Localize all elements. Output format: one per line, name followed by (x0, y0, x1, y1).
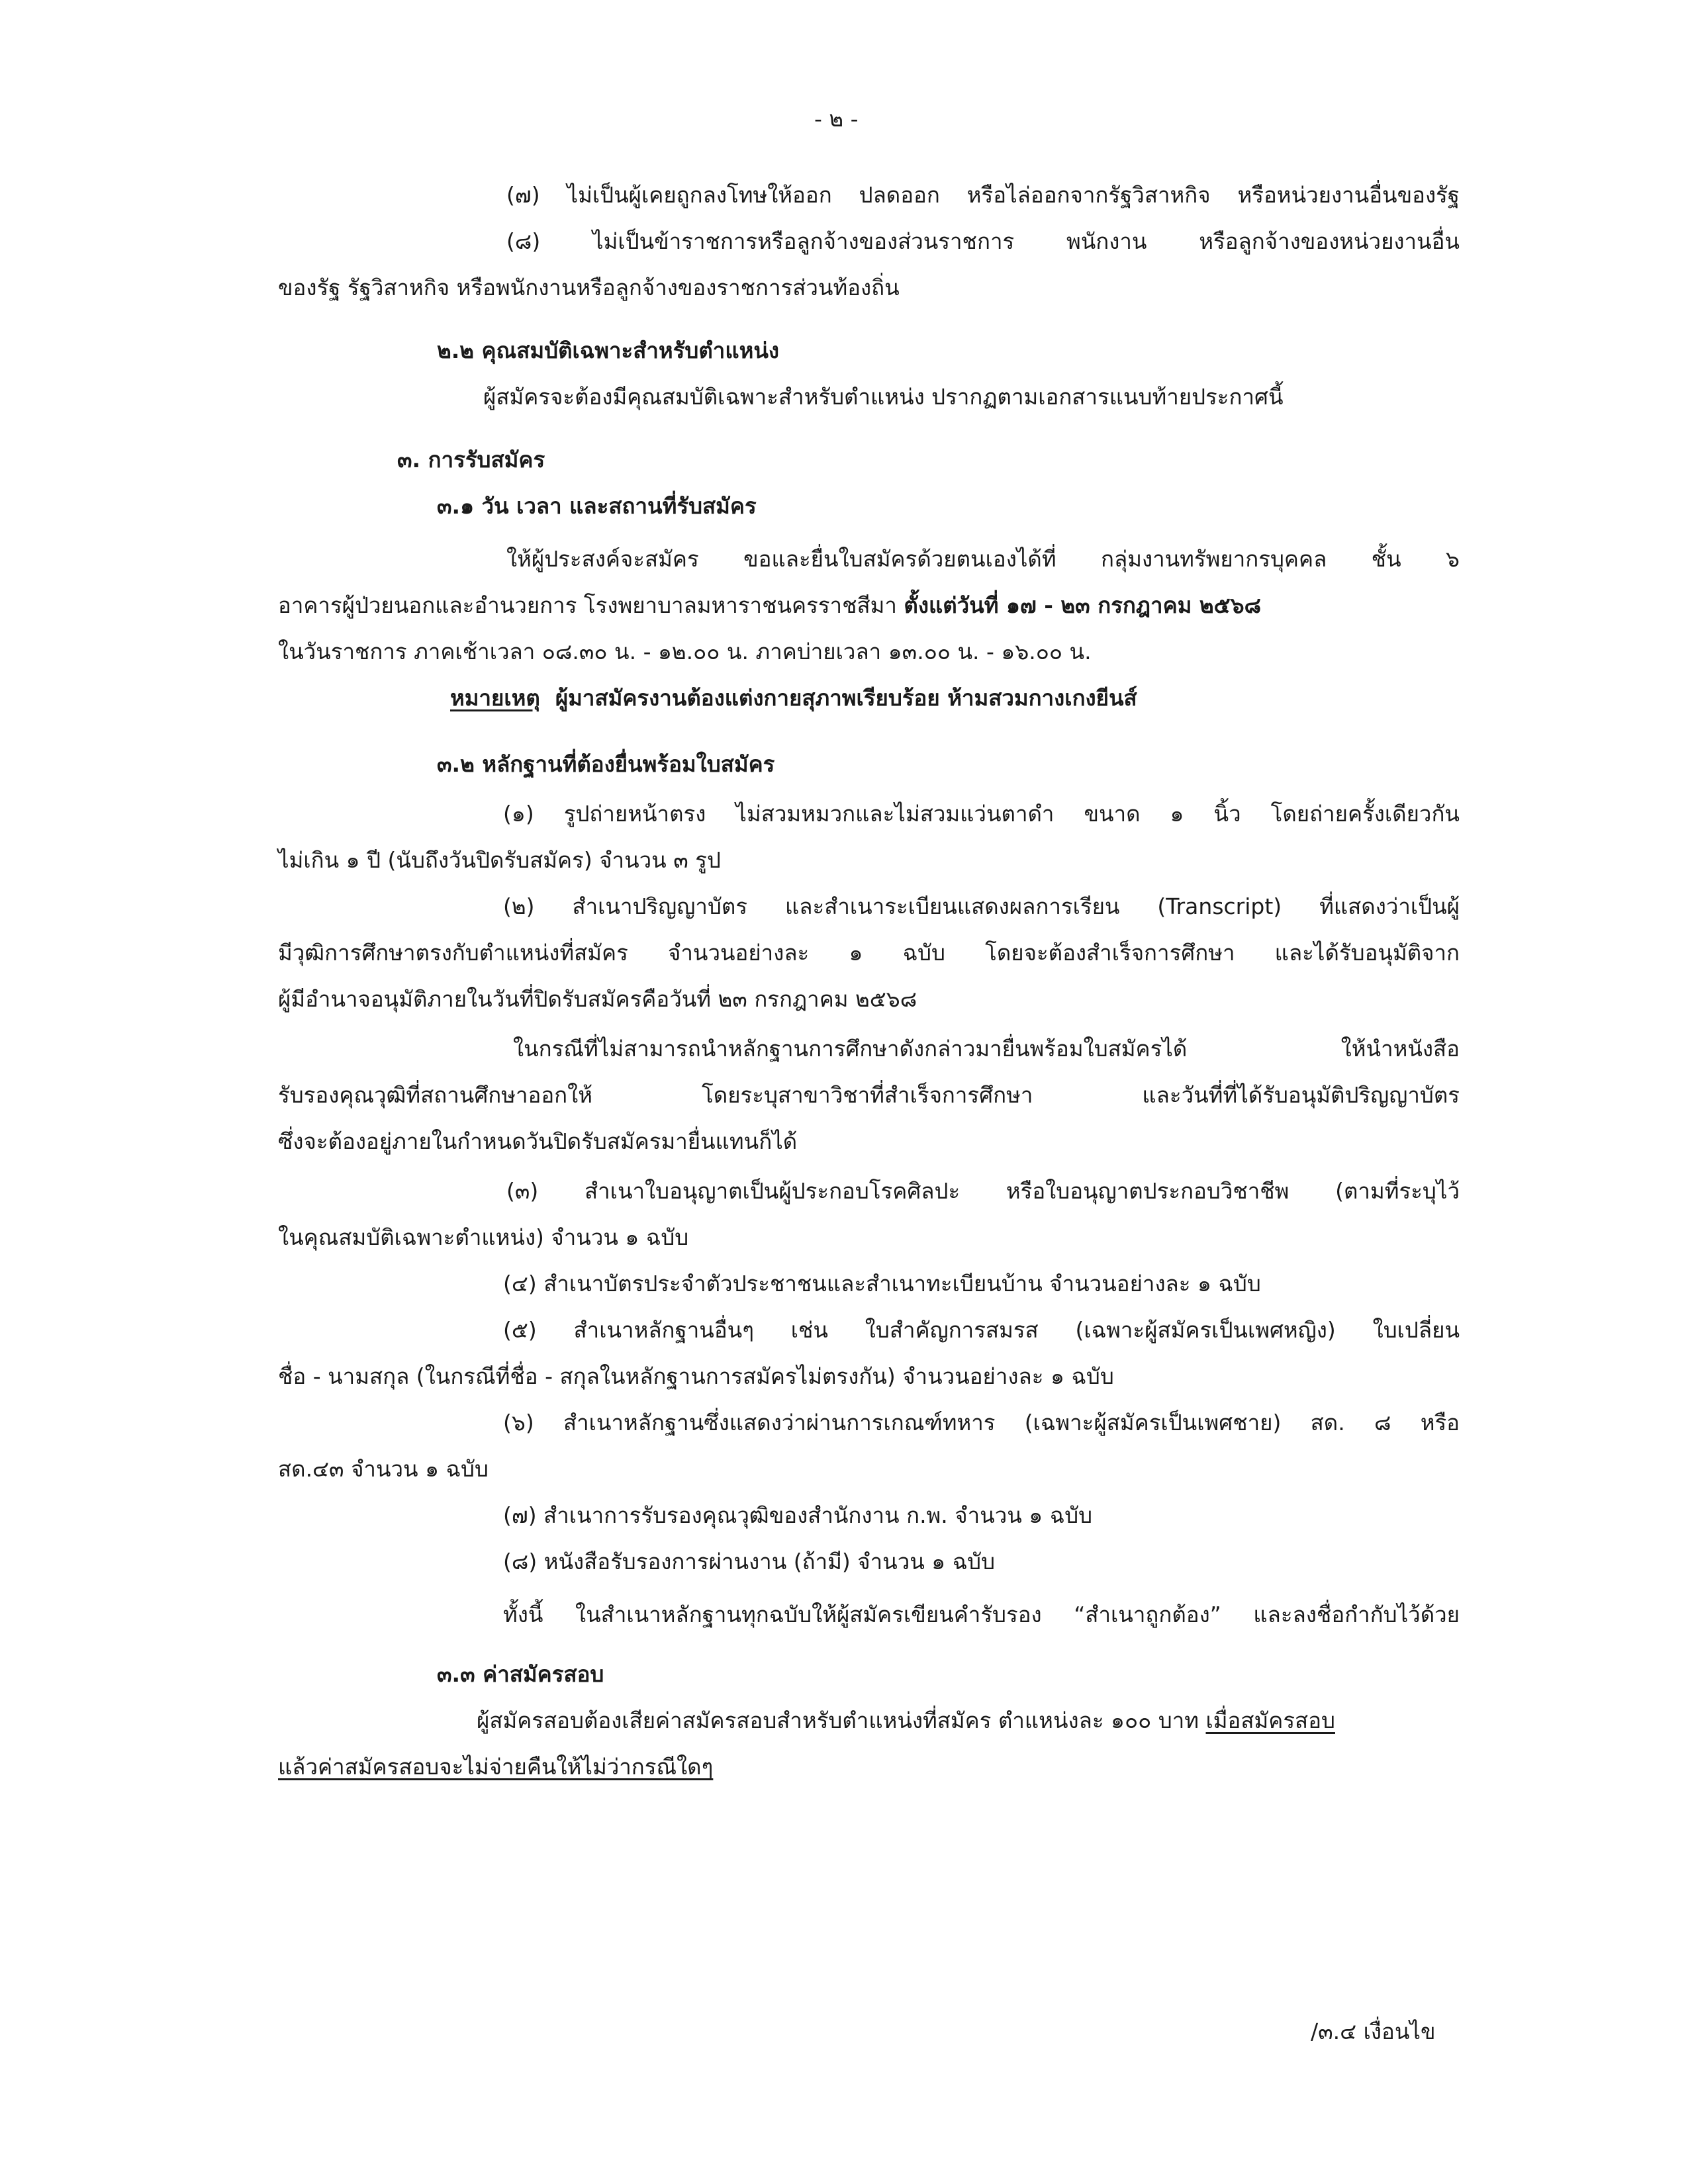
doc-item-6-line-1: (๖) สำเนาหลักฐานซึ่งแสดงว่าผ่านการเกณฑ์ทหาร (เฉพาะผู้สมัครเป็นเพศชาย) สด. ๘ หรือ (503, 1410, 1460, 1435)
no-refund-text-1: เมื่อสมัครสอบ (1205, 1707, 1335, 1733)
doc-item-2-alt-line-3: ซึ่งจะต้องอยู่ภายในกำหนดวันปิดรับสมัครมายื่นแทนก็ได้ (278, 1128, 798, 1154)
doc-item-1-line-2: ไม่เกิน ๑ ปี (นับถึงวันปิดรับสมัคร) จำนวน ๓ รูป (278, 847, 721, 873)
section-3-3-line-1 (477, 1704, 1335, 1737)
doc-item-2-alt-line-2: รับรองคุณวุฒิที่สถานศึกษาออกให้ โดยระบุสาขาวิชาที่สำเร็จการศึกษา และวันที่ที่ได้รับอนุมัติปริญญาบัตร (278, 1082, 1460, 1108)
doc-item-2-line-2: มีวุฒิการศึกษาตรงกับตำแหน่งที่สมัคร จำนวนอย่างละ ๑ ฉบับ โดยจะต้องสำเร็จการศึกษา และได้รับอนุมัติจาก (278, 940, 1460, 966)
doc-item-3-line-2: ในคุณสมบัติเฉพาะตำแหน่ง) จำนวน ๑ ฉบับ (278, 1224, 689, 1250)
certification-note: ทั้งนี้ ในสำเนาหลักฐานทุกฉบับให้ผู้สมัครเขียนคำรับรอง “สำเนาถูกต้อง” และลงชื่อกำกับไว้ด้วย (503, 1602, 1460, 1627)
no-refund-text-2: แล้วค่าสมัครสอบจะไม่จ่ายคืนให้ไม่ว่ากรณีใดๆ (278, 1754, 714, 1780)
section-3-3-heading: ๓.๓ ค่าสมัครสอบ (437, 1661, 604, 1687)
doc-item-5-line-2: ชื่อ - นามสกุล (ในกรณีที่ชื่อ - สกุลในหลักฐานการสมัครไม่ตรงกัน) จำนวนอย่างละ ๑ ฉบับ (278, 1363, 1114, 1389)
section-3-1-location: อาคารผู้ป่วยนอกและอำนวยการ โรงพยาบาลมหาราชนครราชสีมา (278, 592, 904, 618)
section-2-2-text: ผู้สมัครจะต้องมีคุณสมบัติเฉพาะสำหรับตำแหน่ง ปรากฏตามเอกสารแนบท้ายประกาศนี้ (483, 384, 1284, 410)
page-number: - ๒ - (814, 106, 859, 132)
doc-item-7: (๗) สำเนาการรับรองคุณวุฒิของสำนักงาน ก.พ. จำนวน ๑ ฉบับ (503, 1502, 1093, 1528)
note-line (450, 682, 1137, 715)
doc-item-1-line-1: (๑) รูปถ่ายหน้าตรง ไม่สวมหมวกและไม่สวมแว่นตาดำ ขนาด ๑ นิ้ว โดยถ่ายครั้งเดียวกัน (503, 801, 1460, 827)
note-label: หมายเหตุ (450, 685, 540, 711)
item-8-line-2: ของรัฐ รัฐวิสาหกิจ หรือพนักงานหรือลูกจ้างของราชการส่วนท้องถิ่น (278, 275, 900, 300)
section-3-2-heading: ๓.๒ หลักฐานที่ต้องยื่นพร้อมใบสมัคร (437, 751, 775, 777)
section-3-1-line-2 (278, 589, 1261, 622)
section-3-heading: ๓. การรับสมัคร (397, 447, 545, 473)
section-3-1-line-3: ในวันราชการ ภาคเช้าเวลา ๐๘.๓๐ น. - ๑๒.๐๐ น. ภาคบ่ายเวลา ๑๓.๐๐ น. - ๑๖.๐๐ น. (278, 639, 1092, 664)
doc-item-8: (๘) หนังสือรับรองการผ่านงาน (ถ้ามี) จำนวน ๑ ฉบับ (503, 1549, 996, 1574)
doc-item-3-line-1: (๓) สำเนาใบอนุญาตเป็นผู้ประกอบโรคศิลปะ หรือใบอนุญาตประกอบวิชาชีพ (ตามที่ระบุไว้ (506, 1178, 1460, 1204)
doc-item-6-line-2: สด.๔๓ จำนวน ๑ ฉบับ (278, 1456, 489, 1482)
doc-item-4: (๔) สำเนาบัตรประจำตัวประชาชนและสำเนาทะเบียนบ้าน จำนวนอย่างละ ๑ ฉบับ (503, 1271, 1261, 1297)
doc-item-2-line-3: ผู้มีอำนาจอนุมัติภายในวันที่ปิดรับสมัครคือวันที่ ๒๓ กรกฎาคม ๒๕๖๘ (278, 986, 917, 1012)
application-period: ตั้งแต่วันที่ ๑๗ - ๒๓ กรกฎาคม ๒๕๖๘ (904, 592, 1262, 618)
section-2-2-heading: ๒.๒ คุณสมบัติเฉพาะสำหรับตำแหน่ง (437, 338, 780, 363)
continuation-note: /๓.๔ เงื่อนไข (1311, 2019, 1436, 2044)
doc-item-2-alt-line-1: ในกรณีที่ไม่สามารถนำหลักฐานการศึกษาดังกล่าวมายื่นพร้อมใบสมัครได้ ให้นำหนังสือ (513, 1036, 1460, 1062)
section-3-1-line-1: ให้ผู้ประสงค์จะสมัคร ขอและยื่นใบสมัครด้วยตนเองได้ที่ กลุ่มงานทรัพยากรบุคคล ชั้น ๖ (506, 546, 1460, 572)
doc-item-5-line-1: (๕) สำเนาหลักฐานอื่นๆ เช่น ใบสำคัญการสมรส (เฉพาะผู้สมัครเป็นเพศหญิง) ใบเปลี่ยน (503, 1317, 1460, 1343)
item-8-line-1: (๘) ไม่เป็นข้าราชการหรือลูกจ้างของส่วนราชการ พนักงาน หรือลูกจ้างของหน่วยงานอื่น (506, 228, 1460, 254)
item-7-line: (๗) ไม่เป็นผู้เคยถูกลงโทษให้ออก ปลดออก หรือไล่ออกจากรัฐวิสาหกิจ หรือหน่วยงานอื่นของรัฐ (506, 182, 1460, 208)
note-text: ผู้มาสมัครงานต้องแต่งกายสุภาพเรียบร้อย ห้ามสวมกางเกงยีนส์ (555, 685, 1137, 711)
fee-text: ผู้สมัครสอบต้องเสียค่าสมัครสอบสำหรับตำแหน่งที่สมัคร ตำแหน่งละ ๑๐๐ บาท (477, 1707, 1206, 1733)
section-3-1-heading: ๓.๑ วัน เวลา และสถานที่รับสมัคร (437, 493, 757, 519)
doc-item-2-line-1: (๒) สำเนาปริญญาบัตร และสำเนาระเบียนแสดงผลการเรียน (Transcript) ที่แสดงว่าเป็นผู้ (503, 893, 1460, 919)
